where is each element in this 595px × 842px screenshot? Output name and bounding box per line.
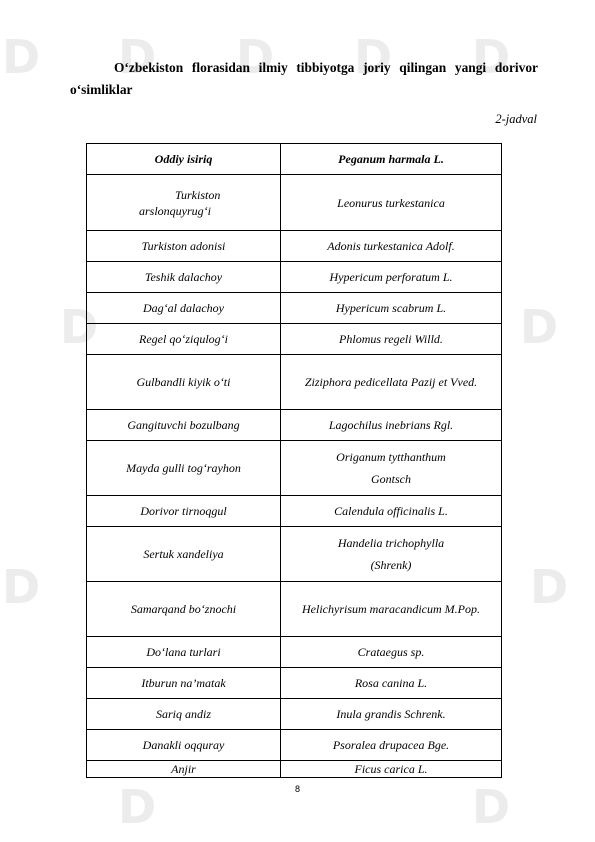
watermark-mark: D [2,30,43,84]
common-name-cell: Dag‘al dalachoy [87,293,281,324]
table-row [87,637,502,668]
header-common-name: Oddiy isiriq [87,144,281,175]
latin-name-cell: Lagochilus inebrians Rgl. [281,410,502,441]
latin-name-cell: Adonis turkestanica Adolf. [281,231,502,262]
common-name-cell: Turkiston arslonquyrug‘i [87,175,281,231]
latin-name-cell: Rosa canina L. [281,668,502,699]
watermark-mark: D [472,30,513,84]
latin-name-cell: Psoralea drupacea Bge. [281,730,502,761]
table-row [87,410,502,441]
watermark-mark: D [118,780,159,834]
common-name-cell: Sariq andiz [87,699,281,730]
latin-name-cell: Inula grandis Schrenk. [281,699,502,730]
document-title: O‘zbekiston florasidan ilmiy tibbiyotga joriy qilingan yangi dorivor o‘simliklar [70,60,538,97]
watermark-mark: D [354,30,395,84]
common-name-cell: Anjir [87,761,281,778]
header-latin-name: Peganum harmala L. [281,144,502,175]
table-row [87,324,502,355]
table-caption: 2-jadval [495,112,537,126]
table-row [87,730,502,761]
table-row [87,355,502,410]
watermark-mark: D [520,300,561,354]
common-name-cell: Mayda gulli tog‘rayhon [87,441,281,496]
common-name-cell: Gulbandli kiyik o‘ti [87,355,281,410]
page-number: 8 [294,784,300,794]
common-name-cell: Samarqand bo‘znochi [87,582,281,637]
latin-name-cell: Hypericum scabrum L. [281,293,502,324]
table-row [87,175,502,231]
common-name-cell: Itburun na’matak [87,668,281,699]
latin-name-cell: Leonurus turkestanica [281,175,502,231]
latin-name-cell: Origanum tytthanthum Gontsch [281,441,502,496]
watermark-mark: D [60,300,101,354]
watermark-mark: D [2,560,43,614]
plants-table [86,143,502,778]
latin-name-cell: Handelia trichophylla (Shrenk) [281,527,502,582]
watermark-mark: D [530,560,571,614]
latin-name-cell: Crataegus sp. [281,637,502,668]
common-name-cell: Gangituvchi bozulbang [87,410,281,441]
common-name-cell: Regel qo‘ziqulog‘i [87,324,281,355]
table-header-row [87,144,502,175]
common-name-cell: Danakli oqquray [87,730,281,761]
table-row [87,231,502,262]
latin-name-cell: Helichyrisum maracandicum M.Pop. [281,582,502,637]
common-name-cell: Do‘lana turlari [87,637,281,668]
latin-name-cell: Ziziphora pedicellata Pazij et Vved. [281,355,502,410]
table-row [87,668,502,699]
table-row [87,496,502,527]
watermark-mark: D [472,780,513,834]
watermark-mark: D [236,30,277,84]
common-name-cell: Teshik dalachoy [87,262,281,293]
table-row [87,441,502,496]
latin-name-cell: Calendula officinalis L. [281,496,502,527]
table-row [87,293,502,324]
latin-name-cell: Phlomus regeli Willd. [281,324,502,355]
table-row [87,527,502,582]
common-name-cell: Sertuk xandeliya [87,527,281,582]
latin-name-cell: Ficus carica L. [281,761,502,778]
latin-name-cell: Hypericum perforatum L. [281,262,502,293]
table-row [87,761,502,778]
common-name-cell: Dorivor tirnoqgul [87,496,281,527]
table-row [87,262,502,293]
table-row [87,699,502,730]
common-name-cell: Turkiston adonisi [87,231,281,262]
table-row [87,582,502,637]
watermark-mark: D [118,30,159,84]
